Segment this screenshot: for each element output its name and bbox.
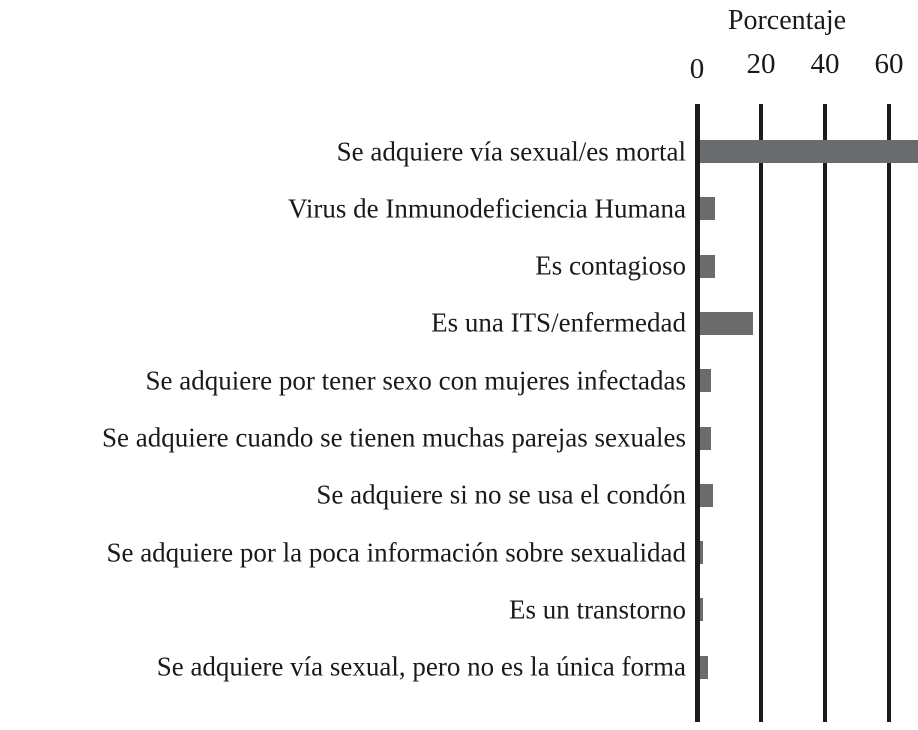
x-tick-label: 40	[810, 48, 840, 80]
category-label: Se adquiere vía sexual/es mortal	[336, 136, 686, 166]
x-tick-label: 20	[746, 48, 776, 80]
x-axis-title: Porcentaje	[727, 5, 847, 36]
bar	[695, 140, 918, 163]
category-label: Virus de Inmunodeficiencia Humana	[288, 193, 686, 224]
category-label: Es un transtorno	[509, 594, 686, 625]
category-label: Se adquiere por la poca información sobre sexualidad	[106, 537, 686, 568]
category-label: Es una ITS/enfermedad	[431, 307, 686, 338]
x-gridline	[823, 104, 827, 722]
x-gridline	[887, 104, 891, 722]
y-axis-line	[695, 104, 700, 722]
x-tick-label: 60	[874, 48, 904, 80]
category-label: Es contagioso	[535, 250, 686, 281]
category-label: Se adquiere por tener sexo con mujeres infectadas	[145, 365, 686, 396]
category-label: Se adquiere si no se usa el condón	[316, 479, 686, 510]
x-tick-label: 0	[689, 53, 705, 85]
category-label: Se adquiere vía sexual, pero no es la única forma	[156, 651, 686, 682]
x-gridline	[759, 104, 763, 722]
bar	[695, 312, 753, 335]
category-label: Se adquiere cuando se tienen muchas parejas sexuales	[101, 422, 686, 453]
